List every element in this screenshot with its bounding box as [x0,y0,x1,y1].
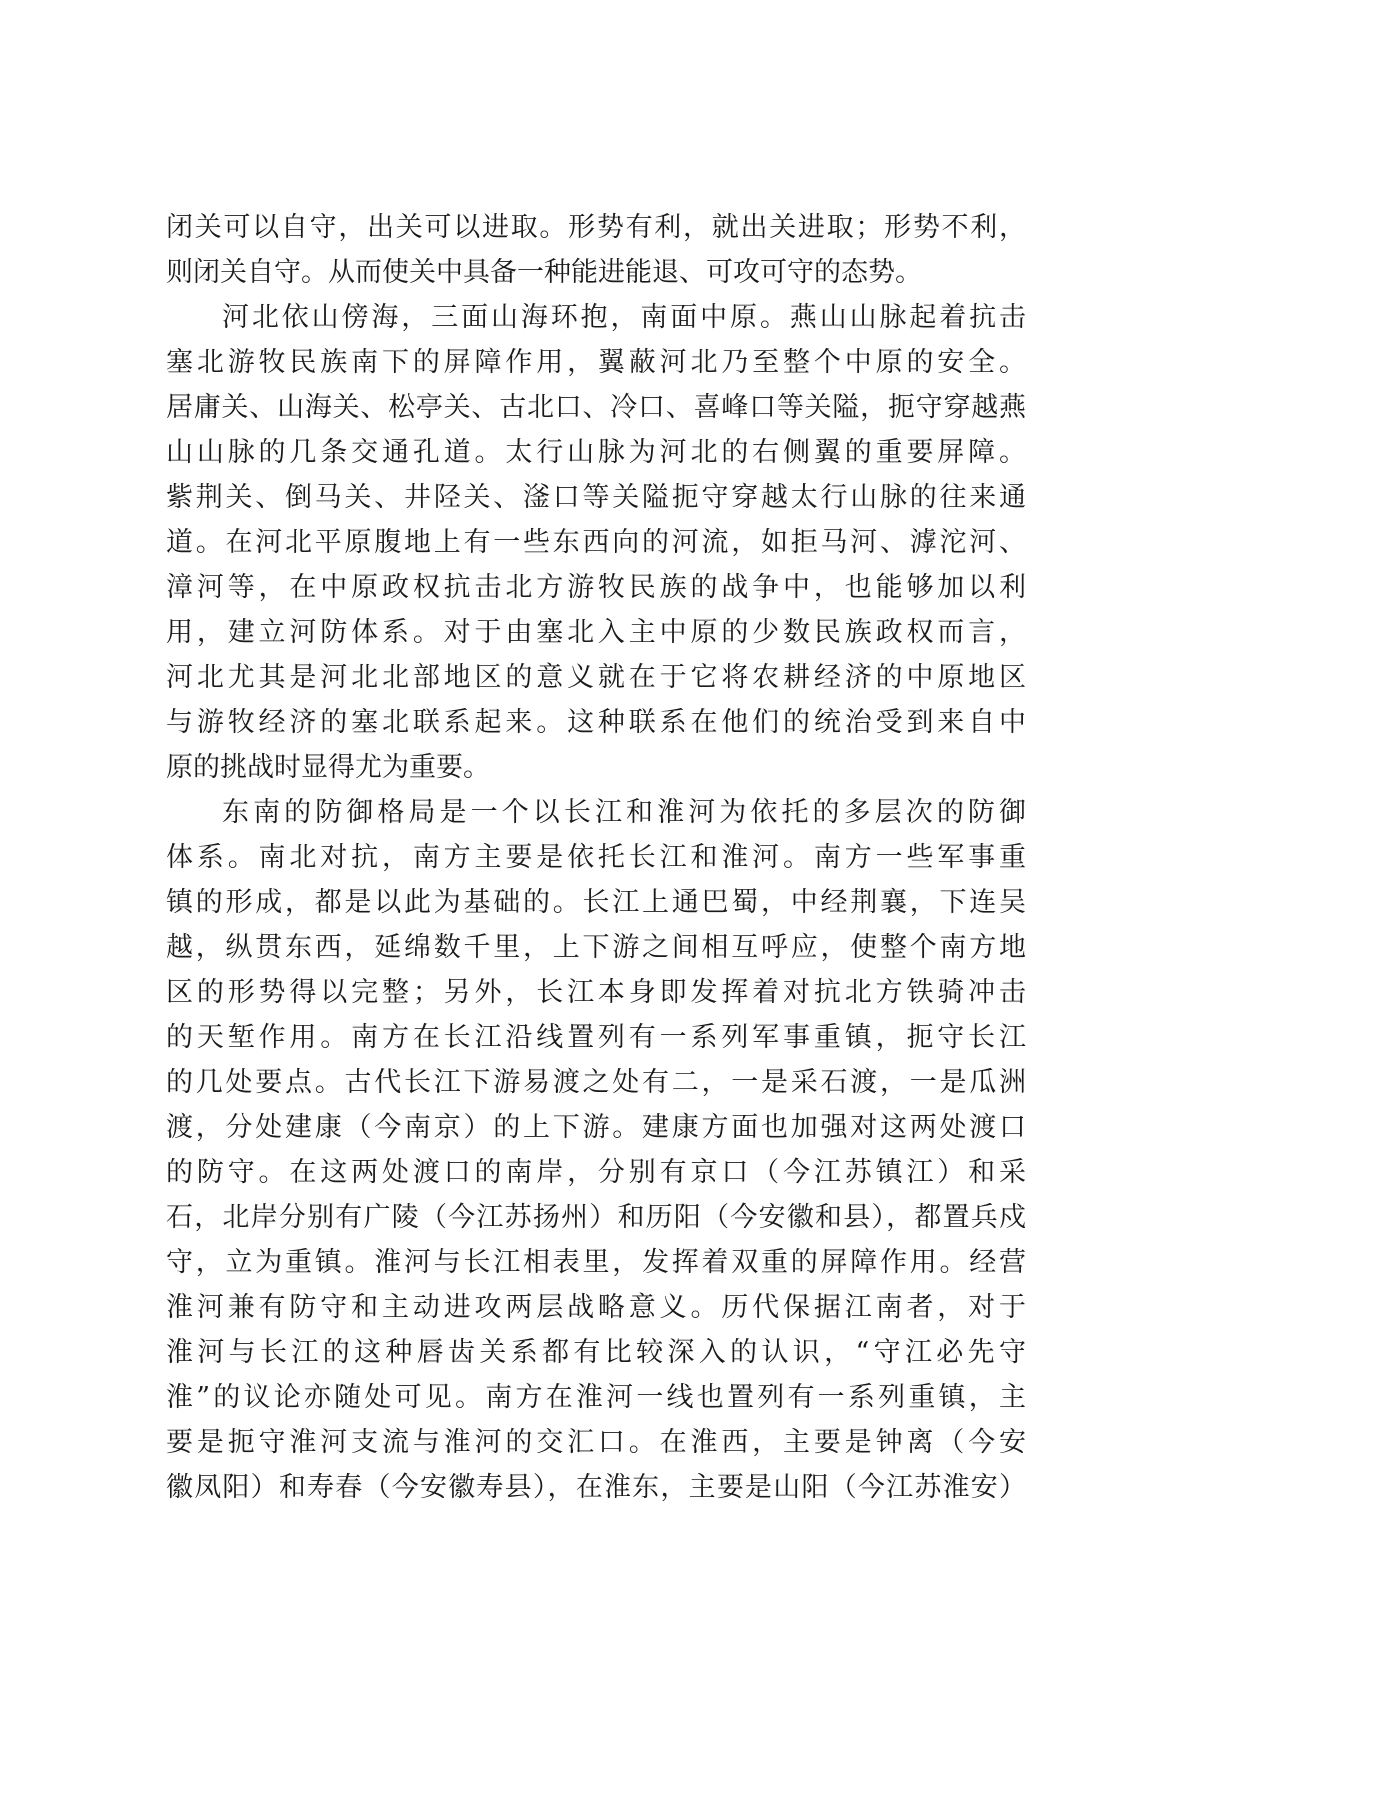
text-line: 则闭关自守。从而使关中具备一种能进能退、可攻可守的态势。 [166,257,922,288]
paragraph-first-line: 河北依山傍海，三面山海环抱，南面中原。燕山山脉起着抗击 [222,302,1026,333]
text-line: 与游牧经济的塞北联系起来。这种联系在他们的统治受到来自中 [166,707,1026,738]
text-line: 紫荆关、倒马关、井陉关、滏口等关隘扼守穿越太行山脉的往来通 [166,482,1026,513]
text-line: 守，立为重镇。淮河与长江相表里，发挥着双重的屏障作用。经营 [166,1247,1026,1278]
text-line: 要是扼守淮河支流与淮河的交汇口。在淮西，主要是钟离（今安 [166,1427,1026,1458]
text-line: 徽凤阳）和寿春（今安徽寿县），在淮东，主要是山阳（今江苏淮安） [166,1472,1026,1503]
text-line: 淮”的议论亦随处可见。南方在淮河一线也置列有一系列重镇，主 [166,1382,1026,1413]
text-line: 河北尤其是河北北部地区的意义就在于它将农耕经济的中原地区 [166,662,1026,693]
text-line: 原的挑战时显得尤为重要。 [166,752,490,783]
text-line: 山山脉的几条交通孔道。太行山脉为河北的右侧翼的重要屏障。 [166,437,1026,468]
text-line: 石，北岸分别有广陵（今江苏扬州）和历阳（今安徽和县），都置兵戍 [166,1202,1026,1233]
text-line: 淮河与长江的这种唇齿关系都有比较深入的认识，“守江必先守 [166,1337,1026,1368]
text-line: 淮河兼有防守和主动进攻两层战略意义。历代保据江南者，对于 [166,1292,1026,1323]
body-text [166,205,1026,1510]
text-line: 越，纵贯东西，延绵数千里，上下游之间相互呼应，使整个南方地 [166,932,1026,963]
text-line: 的防守。在这两处渡口的南岸，分别有京口（今江苏镇江）和采 [166,1157,1026,1188]
text-line: 漳河等，在中原政权抗击北方游牧民族的战争中，也能够加以利 [166,572,1026,603]
text-line: 闭关可以自守，出关可以进取。形势有利，就出关进取；形势不利， [166,212,1026,243]
text-line: 的几处要点。古代长江下游易渡之处有二，一是采石渡，一是瓜洲 [166,1067,1026,1098]
text-line: 用，建立河防体系。对于由塞北入主中原的少数民族政权而言， [166,617,1026,648]
text-line: 体系。南北对抗，南方主要是依托长江和淮河。南方一些军事重 [166,842,1026,873]
paragraph-first-line: 东南的防御格局是一个以长江和淮河为依托的多层次的防御 [222,797,1026,828]
text-line: 的天堑作用。南方在长江沿线置列有一系列军事重镇，扼守长江 [166,1022,1026,1053]
text-line: 渡，分处建康（今南京）的上下游。建康方面也加强对这两处渡口 [166,1112,1026,1143]
text-line: 塞北游牧民族南下的屏障作用，翼蔽河北乃至整个中原的安全。 [166,347,1026,378]
text-line: 区的形势得以完整；另外，长江本身即发挥着对抗北方铁骑冲击 [166,977,1026,1008]
text-line: 居庸关、山海关、松亭关、古北口、冷口、喜峰口等关隘，扼守穿越燕 [166,392,1026,423]
text-line: 道。在河北平原腹地上有一些东西向的河流，如拒马河、滹沱河、 [166,527,1026,558]
text-line: 镇的形成，都是以此为基础的。长江上通巴蜀，中经荆襄，下连吴 [166,887,1026,918]
